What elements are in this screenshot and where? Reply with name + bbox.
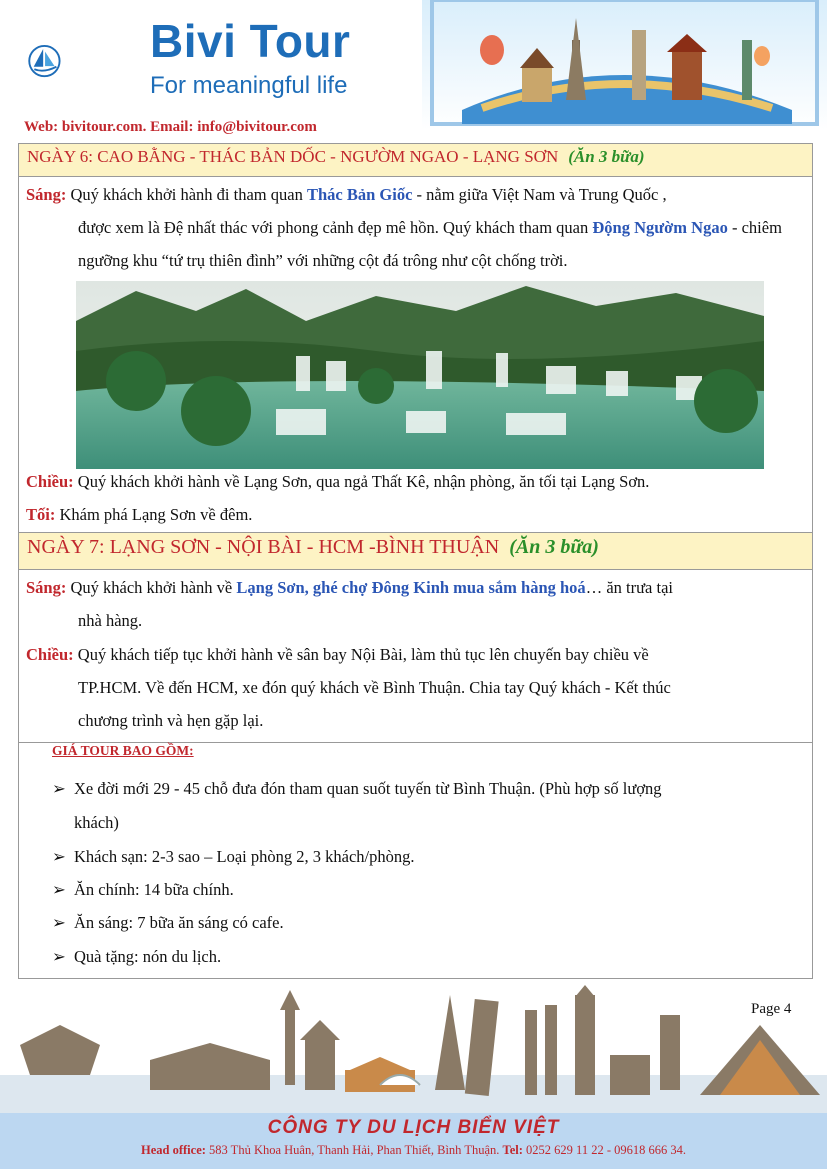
include-item-text: khách) <box>74 813 119 832</box>
day6-morning-text-3: được xem là Đệ nhất thác với phong cảnh đẹp mê hồn. Quý khách tham quan <box>78 218 593 237</box>
include-item-text: Khách sạn: 2-3 sao – Loại phòng 2, 3 khách/phòng. <box>74 847 415 866</box>
day7-morning-label: Sáng: <box>26 578 67 597</box>
arrow-bullet-icon: ➢ <box>52 847 66 866</box>
include-item-continuation <box>52 806 804 840</box>
include-item-text: Ăn sáng: 7 bữa ăn sáng có cafe. <box>74 913 284 932</box>
day7-afternoon <box>26 638 806 737</box>
head-office-line <box>0 1143 827 1158</box>
include-item <box>52 906 804 940</box>
include-item <box>52 940 804 974</box>
day7-morning-highlight: Lạng Sơn, ghé chợ Đông Kinh mua sắm hàng hoá <box>236 578 586 597</box>
include-item <box>52 840 804 874</box>
arrow-bullet-icon: ➢ <box>52 880 66 899</box>
day6-morning <box>26 178 806 277</box>
day7-afternoon-text-1: Quý khách tiếp tục khởi hành về sân bay Nội Bài, làm thủ tục lên chuyến bay chiều về <box>73 645 649 664</box>
day6-meals: (Ăn 3 bữa) <box>568 147 645 166</box>
day7-meals: (Ăn 3 bữa) <box>509 536 599 558</box>
day6-evening-text: Khám phá Lạng Sơn về đêm. <box>55 505 253 524</box>
day6-afternoon-text: Quý khách khởi hành về Lạng Sơn, qua ngả Thất Kê, nhận phòng, ăn tối tại Lạng Sơn. <box>73 472 650 491</box>
include-item-text: Quà tặng: nón du lịch. <box>74 947 222 966</box>
day6-afternoon <box>26 465 806 498</box>
day7-title: NGÀY 7: LẠNG SƠN - NỘI BÀI - HCM -BÌNH THUẬN <box>27 536 500 558</box>
brand-name: Bivi Tour <box>150 15 351 67</box>
include-item <box>52 873 804 907</box>
include-item-text: Ăn chính: 14 bữa chính. <box>74 880 234 899</box>
tel-number: 0252 629 11 22 - 09618 666 34. <box>522 1143 686 1157</box>
header-landmarks-illustration <box>422 0 827 130</box>
includes-title: GIÁ TOUR BAO GỒM: <box>52 743 194 758</box>
day6-evening <box>26 498 806 531</box>
waterfall-photo <box>76 281 764 469</box>
company-name: CÔNG TY DU LỊCH BIỂN VIỆT <box>267 1117 560 1138</box>
day6-afternoon-label: Chiều: <box>26 472 74 491</box>
day6-morning-highlight-1: Thác Bản Giốc <box>306 185 413 204</box>
day7-header <box>19 532 812 570</box>
office-label: Head office: <box>141 1143 206 1157</box>
day6-morning-text-4: - chiêm ngưỡng khu “tứ trụ thiên đình” với những cột đá trông như cột chống trời. <box>78 218 782 270</box>
day7-morning <box>26 571 806 637</box>
day6-morning-text-2: - nằm giữa Việt Nam và Trung Quốc , <box>412 185 667 204</box>
page-number: Page 4 <box>751 1001 792 1017</box>
day7-morning-text-2: … ăn trưa tại <box>585 578 673 597</box>
day7-morning-text-1: Quý khách khởi hành về <box>66 578 237 597</box>
arrow-bullet-icon: ➢ <box>52 779 66 798</box>
day7-afternoon-text-2: TP.HCM. Về đến HCM, xe đón quý khách về Bình Thuận. Chia tay Quý khách - Kết thúc <box>78 678 671 697</box>
day7-morning-text-3: nhà hàng. <box>78 611 143 630</box>
day6-title: NGÀY 6: CAO BẰNG - THÁC BẢN DỐC - NGƯỜM NGAO - LẠNG SƠN <box>27 147 559 166</box>
day7-afternoon-text-3: chương trình và hẹn gặp lại. <box>78 711 264 730</box>
day6-morning-label: Sáng: <box>26 185 67 204</box>
logo-sail-icon <box>28 12 148 112</box>
tel-label: Tel: <box>502 1143 523 1157</box>
day6-evening-label: Tối: <box>26 505 56 524</box>
arrow-bullet-icon: ➢ <box>52 947 66 966</box>
day6-morning-text-1: Quý khách khởi hành đi tham quan <box>66 185 307 204</box>
web-email-line: Web: bivitour.com. Email: info@bivitour.com <box>24 119 317 135</box>
day7-afternoon-label: Chiều: <box>26 645 74 664</box>
include-item-text: Xe đời mới 29 - 45 chỗ đưa đón tham quan suốt tuyến từ Bình Thuận. (Phù hợp số lượng <box>74 779 662 798</box>
arrow-bullet-icon: ➢ <box>52 913 66 932</box>
include-item <box>52 772 804 806</box>
day6-morning-highlight-2: Động Ngườm Ngao <box>592 218 728 237</box>
brand-tagline: For meaningful life <box>150 72 348 99</box>
footer-landmarks-illustration <box>0 985 827 1115</box>
day6-header <box>19 143 812 177</box>
office-address: 583 Thủ Khoa Huân, Thanh Hải, Phan Thiết, Bình Thuận. <box>205 1143 503 1157</box>
